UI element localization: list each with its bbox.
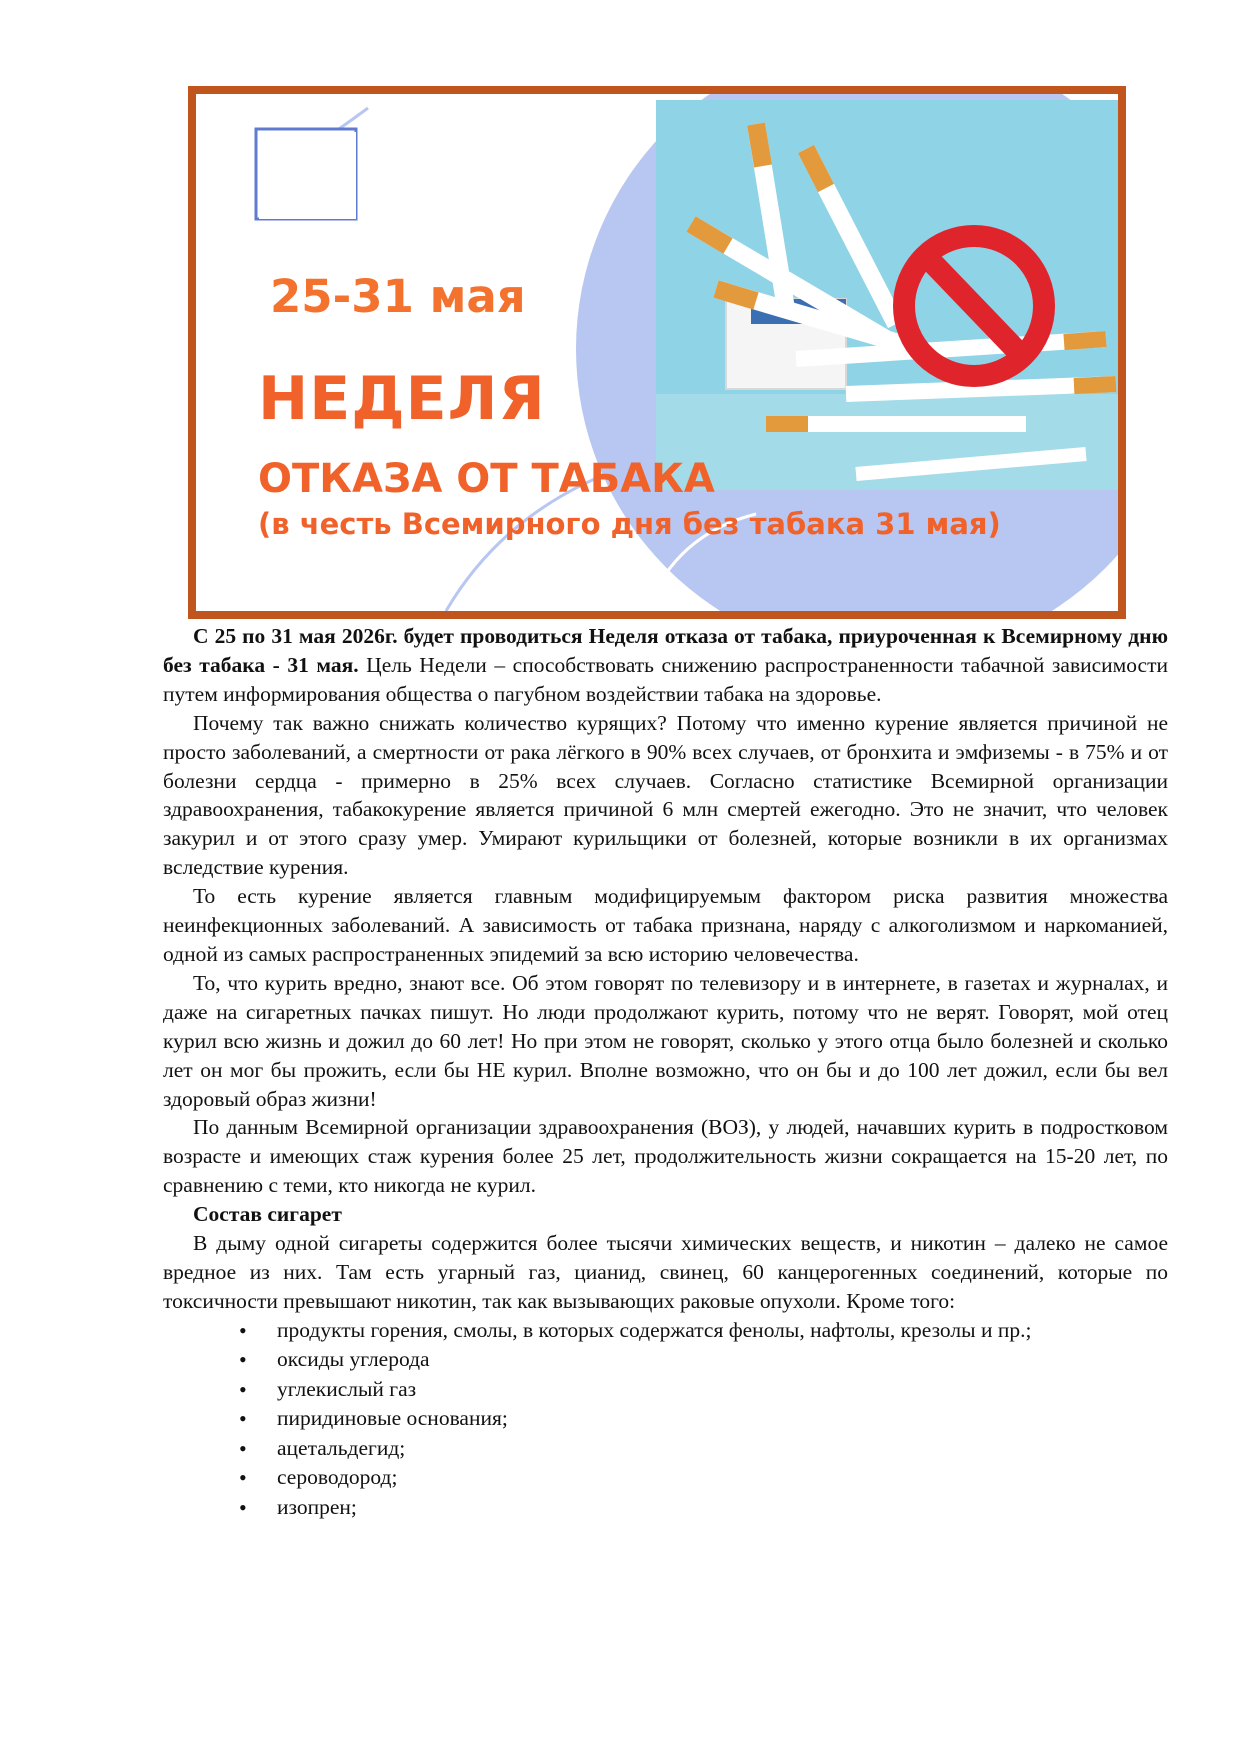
banner-date: 25-31 мая <box>270 270 526 323</box>
cigarettes-photo <box>656 100 1118 490</box>
intro-rest: Цель Недели – способствовать снижению распространенности табачной зависимости путем информирования общества о пагубном воздействии табака на здоровье. <box>163 652 1169 706</box>
paragraph-why: Почему так важно снижать количество курящих? Потому что именно курение является причиной не просто заболеваний, а смертности от рака лёгкого в 90% всех случаев, от бронхита и эмфиземы - в 75% и от болезни сердца - примерно в 25% всех случаев. Согласно статистике Всемирной организации здравоохранения, табакокурение является причиной 6 млн смертей ежегодно. Это не значит, что человек закурил и от этого сразу умер. Умирают курильщики от болезней, которые возникли в их организмах вследствие курения. <box>163 710 1168 880</box>
list-item: • сероводород; <box>277 1463 1168 1493</box>
list-item: • оксиды углерода <box>277 1345 1168 1375</box>
paragraph-risk-factor: То есть курение является главным модифицируемым фактором риска развития множества неинфекционных заболеваний. А зависимость от табака признана, наряду с алкоголизмом и наркоманией, одной из самых распространенных эпидемий за всю историю человечества. <box>163 884 1168 966</box>
list-item: • пиридиновые основания; <box>277 1404 1168 1434</box>
banner-note: (в честь Всемирного дня без табака 31 мая) <box>258 507 1001 541</box>
section-heading: Состав сигарет <box>193 1202 342 1227</box>
substances-list <box>163 1316 1168 1523</box>
list-item: • ацетальдегид; <box>277 1434 1168 1464</box>
list-item: • изопрен; <box>277 1493 1168 1523</box>
paragraph-intro <box>163 622 1168 709</box>
list-item: • продукты горения, смолы, в которых содержатся фенолы, нафтолы, крезолы и пр.; <box>277 1316 1168 1346</box>
paragraph-myth: То, что курить вредно, знают все. Об этом говорят по телевизору и в интернете, в газетах и журналах, и даже на сигаретных пачках пишут. Но люди продолжают курить, потому что не верят. Говорят, мой отец курил всю жизнь и дожил до 60 лет! Но при этом не говорят, сколько у этого отца было болезней и сколько лет он мог бы прожить, если бы НЕ курил. Вполне возможно, что он бы и до 100 лет дожил, если бы вел здоровый образ жизни! <box>163 970 1168 1111</box>
article <box>163 622 1168 1522</box>
list-item: • углекислый газ <box>277 1375 1168 1405</box>
banner-title: НЕДЕЛЯ <box>258 364 546 434</box>
paragraph-composition: В дыму одной сигареты содержится более тысячи химических веществ, и никотин – далеко не самое вредное из них. Там есть угарный газ, цианид, свинец, 60 канцерогенных соединений, которые по токсичности превышают никотин, так как вызывающих раковые опухоли. Кроме того: <box>163 1231 1168 1313</box>
banner <box>188 86 1126 619</box>
paragraph-who-data: По данным Всемирной организации здравоохранения (ВОЗ), у людей, начавших курить в подростковом возрасте и имеющих стаж курения более 25 лет, продолжительность жизни сокращается на 15-20 лет, по сравнению с теми, кто никогда не курил. <box>163 1115 1168 1198</box>
banner-subtitle: ОТКАЗА ОТ ТАБАКА <box>258 456 715 502</box>
intro-bold: С 25 по 31 мая 2026г. будет проводиться Неделя отказа от табака, приуроченная к Всемирному дню без табака - 31 мая. <box>163 624 1168 677</box>
